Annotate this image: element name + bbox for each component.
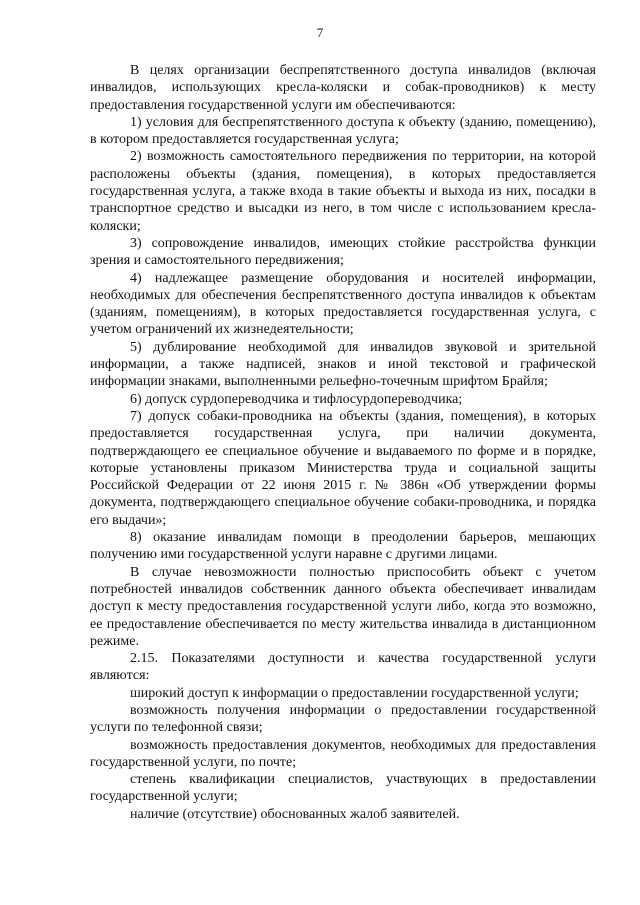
- page-number: 7: [316, 25, 324, 40]
- paragraph-item-7: 7) допуск собаки-проводника на объекты (здания, помещения), в которых предоставляется государственная услуга, при наличии документа, подтверждающего ее специальное обучение и выдаваемого по форме и в порядке, которые установлены приказом Министерства труда и социальной защиты Российской Федерации от 22 июня 2015 г. № 386н «Об утверждении формы документа, подтверждающего специальное обучение собаки-проводника, и порядка его выдачи»;: [90, 408, 596, 528]
- paragraph-impossibility: В случае невозможности полностью приспособить объект с учетом потребностей инвалидов собственник данного объекта обеспечивает инвалидам доступ к месту предоставления государственной услуги либо, когда это возможно, ее предоставление обеспечивается по месту жительства инвалида в дистанционном режиме.: [90, 564, 596, 649]
- document-body: [90, 62, 596, 823]
- paragraph-indicator-5: наличие (отсутствие) обоснованных жалоб заявителей.: [130, 806, 460, 822]
- paragraph-indicator-2: возможность получения информации о предоставлении государственной услуги по телефонной связи;: [90, 702, 596, 736]
- paragraph-item-4: 4) надлежащее размещение оборудования и носителей информации, необходимых для обеспечения беспрепятственного доступа инвалидов к объектам (зданиям, помещениям), в которых предоставляется государственная услуга, с учетом ограничений их жизнедеятельности;: [90, 270, 596, 338]
- paragraph-indicator-1: широкий доступ к информации о предоставлении государственной услуги;: [130, 685, 579, 701]
- paragraph-indicator-3: возможность предоставления документов, необходимых для предоставления государственной услуги, по почте;: [90, 737, 596, 770]
- paragraph-section-2-15: 2.15. Показателями доступности и качества государственной услуги являются:: [90, 651, 596, 684]
- paragraph-intro: В целях организации беспрепятственного доступа инвалидов (включая инвалидов, использующих кресла-коляски и собак-проводников) к месту предоставления государственной услуги им обеспечиваются:: [90, 63, 596, 113]
- paragraph-item-5: 5) дублирование необходимой для инвалидов звуковой и зрительной информации, а также надписей, знаков и иной текстовой и графической информации знаками, выполненными рельефно-точечным шрифтом Брайля;: [90, 339, 596, 390]
- paragraph-indicator-4: степень квалификации специалистов, участвующих в предоставлении государственной услуги;: [90, 772, 596, 805]
- paragraph-item-6: 6) допуск сурдопереводчика и тифлосурдопереводчика;: [130, 391, 463, 407]
- paragraph-item-3: 3) сопровождение инвалидов, имеющих стойкие расстройства функции зрения и самостоятельного передвижения;: [90, 235, 596, 269]
- paragraph-item-1: 1) условия для беспрепятственного доступа к объекту (зданию, помещению), в котором предоставляется государственная услуга;: [90, 114, 596, 148]
- paragraph-item-8: 8) оказание инвалидам помощи в преодолении барьеров, мешающих получению ими государственной услуги наравне с другими лицами.: [90, 530, 596, 563]
- paragraph-item-2: 2) возможность самостоятельного передвижения по территории, на которой расположены объекты (здания, помещения), в которых предоставляется государственная услуга, а также входа в такие объекты и выхода из них, посадки в транспортное средство и высадки из него, в том числе с использованием кресла-коляски;: [90, 149, 596, 234]
